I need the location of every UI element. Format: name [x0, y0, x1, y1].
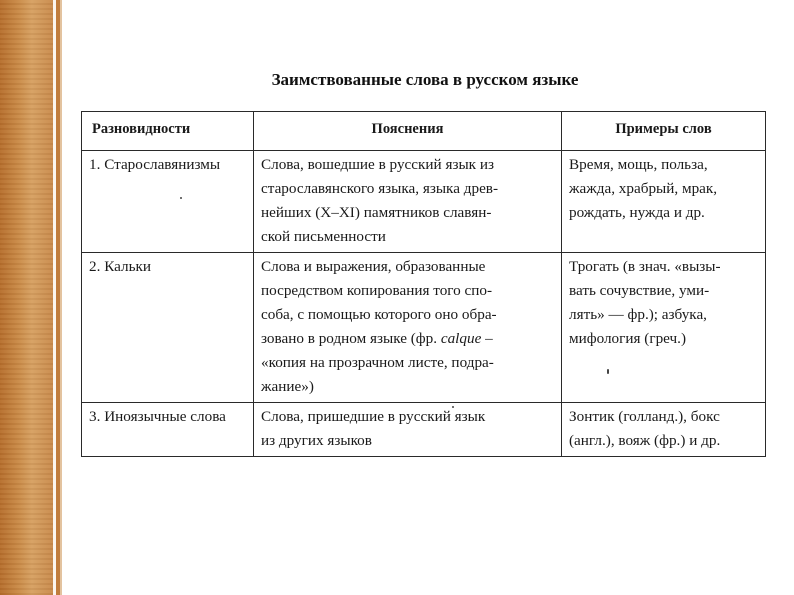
examples-line: Зонтик (голланд.), бокс	[569, 408, 720, 425]
explanation-line: старославянского языка, языка древ-	[261, 180, 499, 197]
column-header: Примеры слов	[562, 112, 766, 151]
examples-cell	[562, 151, 766, 253]
explanation-cell	[254, 253, 562, 403]
table-header-row	[82, 112, 766, 151]
explanation-line: нейших (X–XI) памятников славян-	[261, 204, 492, 221]
explanation-line: «копия на прозрачном листе, подра-	[261, 354, 494, 371]
explanation-line: из других языков	[261, 432, 372, 449]
table-row	[82, 403, 766, 457]
examples-cell	[562, 403, 766, 457]
examples-line: мифология (греч.)	[569, 330, 687, 347]
scan-speck	[180, 197, 182, 199]
left-decorative-bar	[0, 0, 53, 595]
examples-line: жажда, храбрый, мрак,	[569, 180, 718, 197]
column-header: Пояснения	[254, 112, 562, 151]
column-header: Разновидности	[82, 112, 254, 151]
page-title: Заимствованные слова в русском языке	[271, 70, 579, 89]
examples-line: (англ.), вояж (фр.) и др.	[569, 432, 721, 449]
examples-cell	[562, 253, 766, 403]
table-row	[82, 253, 766, 403]
loanwords-table	[81, 111, 766, 457]
scan-speck	[452, 406, 454, 408]
divider-line	[60, 0, 62, 595]
explanation-cell	[254, 151, 562, 253]
explanation-line: ской письменности	[261, 228, 386, 245]
examples-line: вать сочувствие, уми-	[569, 282, 710, 299]
scan-speck	[607, 369, 609, 374]
type-cell: 1. Старославянизмы	[82, 151, 254, 253]
explanation-line: Слова, вошедшие в русский язык из	[261, 156, 494, 173]
explanation-line: посредством копирования того спо-	[261, 282, 493, 299]
examples-line: Трогать (в знач. «вызы-	[569, 258, 721, 275]
examples-line: Время, мощь, польза,	[569, 156, 708, 173]
explanation-line: соба, с помощью которого оно обра-	[261, 306, 497, 323]
explanation-line: Слова и выражения, образованные	[261, 258, 486, 275]
examples-line: лять» — фр.); азбука,	[569, 306, 707, 323]
type-cell: 3. Иноязычные слова	[82, 403, 254, 457]
table-row	[82, 151, 766, 253]
explanation-line: Слова, пришедшие в русский язык	[261, 408, 486, 425]
explanation-line: зовано в родном языке (фр. calque –	[261, 330, 493, 347]
type-cell: 2. Кальки	[82, 253, 254, 403]
explanation-cell	[254, 403, 562, 457]
examples-line: рождать, нужда и др.	[569, 204, 705, 221]
explanation-line: жание»)	[261, 378, 314, 395]
